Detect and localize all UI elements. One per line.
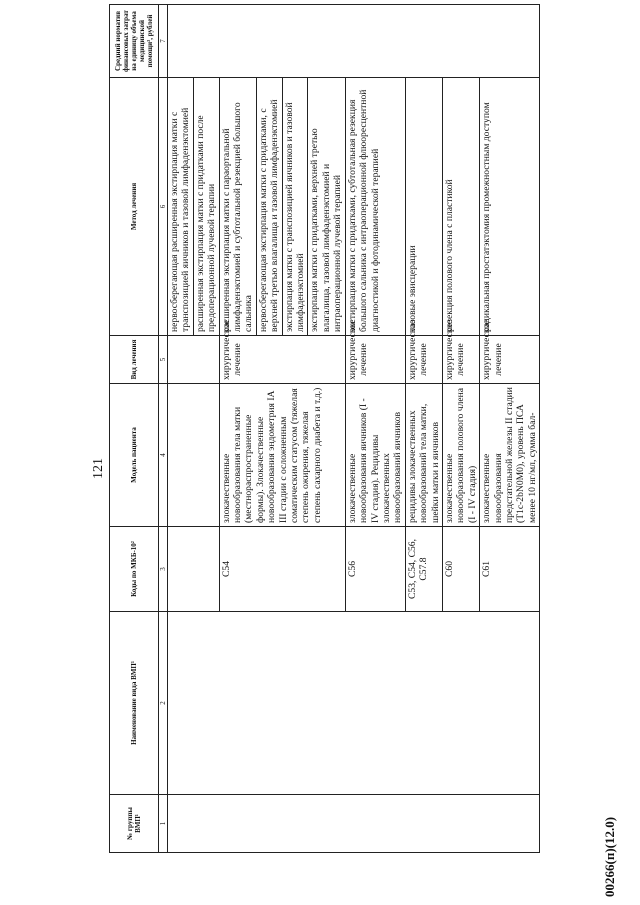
header-group-number: № группы ВМП¹ (110, 795, 159, 853)
header-cost-standard: Средний норматив финансовых затрат на единицу объема медицинской помощи³, рублей (110, 5, 159, 78)
method-cell: расширенная экстирпация матки с параортальной лимфаденэктомией и субтотальной резекцией большого сальника (219, 78, 256, 336)
treatment-cell (168, 336, 220, 384)
treatment-cell: хирургическое лечение (219, 336, 345, 384)
column-number: 6 (159, 78, 168, 336)
document-footer-code: 00266(п)(12.0) (602, 816, 617, 897)
vmp-table (109, 4, 540, 853)
code-cell: C53, C54, C56, C57.8 (405, 527, 442, 612)
method-cell: нервосберегающая экстирпация матки с придатками, с верхней третью влагалища и тазовой лимфаденэктомией (256, 78, 282, 336)
model-cell (168, 384, 220, 527)
method-cell: экстирпация матки с транспозицией яичников и тазовой лимфаденэктомией (282, 78, 308, 336)
header-treatment-type: Вид лечения (110, 336, 159, 384)
treatment-cell: хирургическое лечение (442, 336, 479, 384)
method-cell: нервосберегающая расширенная экстирпация матки с транспозицией яичников и тазовой лимфаденэктомией (168, 78, 194, 336)
column-number: 2 (159, 612, 168, 795)
column-number: 7 (159, 5, 168, 78)
method-cell: резекция полового члена с пластикой (442, 78, 479, 336)
model-cell: рецидивы злокачественных новообразований тела матки, шейки матки и яичников (405, 384, 442, 527)
model-cell: злокачественные новообразования яичников (I - IV стадия). Рецидивы злокачественных новообразований яичников (345, 384, 405, 527)
method-cell: тазовые эвисцерации (405, 78, 442, 336)
method-cell: экстирпация матки с придатками, верхней третью влагалища, тазовой лимфаденэктомией и интраоперационной лучевой терапией (308, 78, 345, 336)
page-number: 121 (91, 458, 106, 479)
table-row (168, 5, 194, 853)
code-cell: C56 (345, 527, 405, 612)
cost-cell (168, 5, 540, 78)
code-cell: C54 (219, 527, 345, 612)
code-cell (168, 527, 220, 612)
column-number-row (159, 5, 168, 853)
model-cell: злокачественные новообразования тела матки (местнораспространенные формы). Злокачественные новообразования эндометрия IA III стадии с осложненным соматическим статусом (тяжелая степень ожирения, тяжелая степень сахарного диабета и т.д.) (219, 384, 345, 527)
model-cell: злокачественные новообразования полового члена (I - IV стадия) (442, 384, 479, 527)
code-cell: C60 (442, 527, 479, 612)
header-patient-model: Модель пациента (110, 384, 159, 527)
method-cell: радикальная простатэктомия промежностным доступом (480, 78, 540, 336)
column-number: 5 (159, 336, 168, 384)
treatment-cell: хирургическое лечение (345, 336, 405, 384)
header-row (110, 5, 159, 853)
header-vmp-name: Наименование вида ВМП¹ (110, 612, 159, 795)
method-cell: экстирпация матки с придатками, субтотальная резекция большого сальника с интраоперационной флюоресцентной диагностикой и фотодинамической терапией (345, 78, 405, 336)
group-number-cell (168, 795, 540, 853)
column-number: 3 (159, 527, 168, 612)
treatment-cell: хирургическое лечение (405, 336, 442, 384)
code-cell: C61 (480, 527, 540, 612)
model-cell: злокачественные новообразования предстательной железы II стадии (T1c-2bN0M0), уровень ПСА менее 10 нг/мл, сумма бал- (480, 384, 540, 527)
header-treatment-method: Метод лечения (110, 78, 159, 336)
vmp-name-cell (168, 612, 540, 795)
treatment-cell: хирургическое лечение (480, 336, 540, 384)
column-number: 4 (159, 384, 168, 527)
column-number: 1 (159, 795, 168, 853)
method-cell: расширенная экстирпация матки с придатками после предоперационной лучевой терапии (193, 78, 219, 336)
header-icd-codes: Коды по МКБ-10² (110, 527, 159, 612)
